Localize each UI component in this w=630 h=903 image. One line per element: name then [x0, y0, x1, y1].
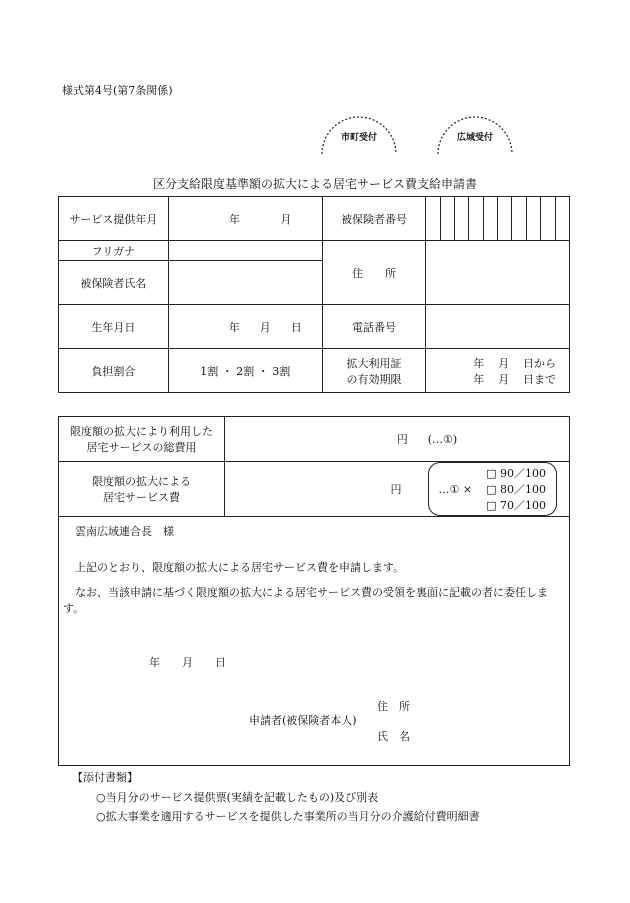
- from-label: 日から: [523, 356, 557, 370]
- wide-stamp-label: 広域受付: [456, 133, 493, 143]
- expanded-cost-label-line1: 限度額の拡大による: [92, 475, 191, 488]
- expiry-label-line1: 拡大利用証: [346, 356, 402, 370]
- address-field[interactable]: [426, 241, 570, 305]
- month-label: 月: [498, 372, 510, 386]
- year-label: 年: [473, 356, 485, 370]
- insured-number-digit[interactable]: [541, 197, 555, 241]
- applicant-address-label: 住 所: [377, 700, 410, 713]
- month-label: 月: [498, 356, 510, 370]
- service-month-label: サービス提供年月: [59, 197, 169, 241]
- insured-number-digit[interactable]: [526, 197, 540, 241]
- burden-options[interactable]: 1割 ・ 2割 ・ 3割: [168, 349, 322, 393]
- attachment-item: ○当月分のサービス提供票(実績を記載したもの)及び別表: [96, 791, 379, 804]
- yen-label: 円: [390, 483, 402, 496]
- statement-paragraph-2: なお、当該申請に基づく限度額の拡大による居宅サービス費の受領を裏面に記載の者に委任します。: [63, 586, 548, 615]
- expiry-label-line2: の有効期限: [346, 372, 402, 386]
- furigana-field[interactable]: [168, 241, 322, 261]
- insured-name-label: 被保険者氏名: [59, 261, 169, 305]
- applicant-name-label: 氏 名: [377, 730, 410, 743]
- city-reception-stamp: [318, 100, 400, 158]
- yen-label: 円: [396, 433, 408, 446]
- ref1-label: (…①): [427, 433, 458, 446]
- insured-number-digit[interactable]: [555, 197, 569, 241]
- ratio-option-80[interactable]: □ 80／100: [486, 483, 546, 496]
- ratio-option-70[interactable]: □ 70／100: [486, 499, 546, 512]
- insured-number-digit[interactable]: [469, 197, 483, 241]
- applicant-label: 申請者(被保険者本人): [249, 714, 357, 727]
- expiry-field[interactable]: [426, 349, 570, 393]
- insured-number-digit[interactable]: [512, 197, 526, 241]
- insured-name-field[interactable]: [168, 261, 322, 305]
- year-label: 年: [229, 212, 240, 226]
- wide-area-reception-stamp: [434, 100, 516, 158]
- phone-label: 電話番号: [322, 305, 426, 349]
- multiplier-label: …① ×: [438, 482, 473, 496]
- birthdate-label: 生年月日: [59, 305, 169, 349]
- insured-number-digit[interactable]: [426, 197, 440, 241]
- furigana-label: フリガナ: [59, 241, 169, 261]
- attachment-item: ○拡大事業を適用するサービスを提供した事業所の当月分の介護給付費明細書: [96, 810, 480, 823]
- ratio-option-90[interactable]: □ 90／100: [486, 467, 546, 480]
- total-cost-label: [59, 417, 225, 462]
- form-title: 区分支給限度基準額の拡大による居宅サービス費支給申請書: [152, 177, 477, 191]
- addressee: 雲南広域連合長 様: [75, 525, 174, 538]
- form-number: 様式第4号(第7条関係): [62, 84, 173, 97]
- insured-number-digit[interactable]: [498, 197, 512, 241]
- insured-number-digit[interactable]: [455, 197, 469, 241]
- statement-paragraph-1: 上記のとおり、限度額の拡大による居宅サービス費を申請します。: [75, 561, 405, 574]
- attachments-heading: 【添付書類】: [72, 771, 138, 784]
- month-label: 月: [259, 320, 271, 334]
- phone-field[interactable]: [426, 305, 570, 349]
- address-label: 住 所: [322, 241, 426, 305]
- year-label: 年: [473, 372, 485, 386]
- birthdate-field[interactable]: [168, 305, 322, 349]
- insured-number-digit[interactable]: [440, 197, 454, 241]
- total-cost-field[interactable]: [225, 417, 570, 462]
- total-cost-label-line1: 限度額の拡大により利用した: [70, 425, 213, 438]
- applicant-info-table: [58, 196, 570, 393]
- burden-label: 負担割合: [59, 349, 169, 393]
- month-label: 月: [280, 212, 292, 226]
- ratio-bracket: [428, 462, 557, 516]
- application-statement-box: [58, 509, 570, 766]
- year-label: 年: [228, 320, 240, 334]
- insured-number-digit[interactable]: [483, 197, 497, 241]
- city-stamp-label: 市町受付: [340, 133, 377, 143]
- insured-number-label: 被保険者番号: [322, 197, 426, 241]
- to-label: 日まで: [523, 372, 557, 386]
- cost-table: [58, 416, 570, 517]
- total-cost-label-line2: 居宅サービスの総費用: [86, 441, 197, 454]
- service-month-field[interactable]: [168, 197, 322, 241]
- date-line[interactable]: 年 月 日: [149, 656, 226, 669]
- expiry-label: [322, 349, 426, 393]
- day-label: 日: [290, 320, 302, 334]
- expanded-cost-label-line2: 居宅サービス費: [103, 491, 180, 504]
